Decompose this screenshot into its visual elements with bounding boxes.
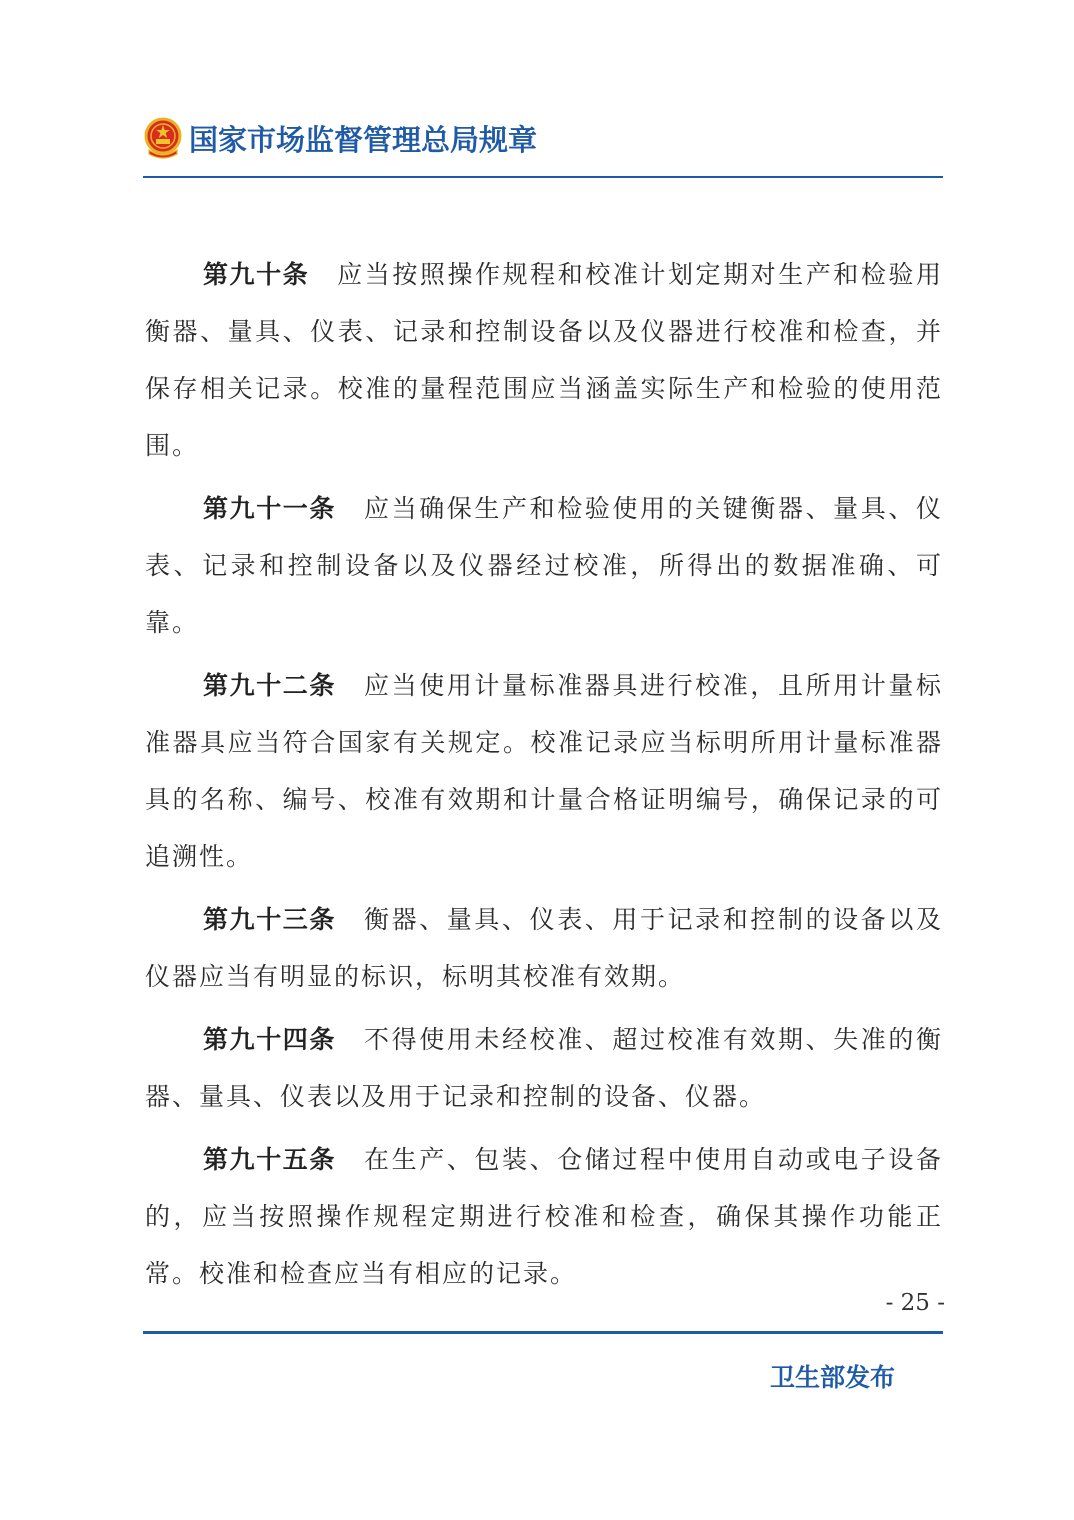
article-number: 第九十三条 [203,905,336,934]
article-91 [145,480,943,651]
article-94 [145,1011,943,1125]
article-number: 第九十五条 [203,1145,336,1174]
article-text: 应当按照操作规程和校准计划定期对生产和检验用衡器、量具、仪表、记录和控制设备以及仪器进行校准和检查，并保存相关记录。校准的量程范围应当涵盖实际生产和检验的使用范围。 [145,260,943,460]
footer-divider [143,1331,943,1334]
article-number: 第九十二条 [203,671,336,700]
page-header [143,112,943,164]
article-90 [145,246,943,474]
article-number: 第九十条 [203,260,310,289]
article-number: 第九十四条 [203,1025,336,1054]
article-92 [145,657,943,885]
article-text: 应当确保生产和检验使用的关键衡器、量具、仪表、记录和控制设备以及仪器经过校准，所得出的数据准确、可靠。 [145,494,943,637]
article-text: 不得使用未经校准、超过校准有效期、失准的衡器、量具、仪表以及用于记录和控制的设备、仪器。 [145,1025,943,1111]
page-number: - 25 - [885,1290,945,1316]
document-body [145,246,943,1308]
article-text: 在生产、包装、仓储过程中使用自动或电子设备的，应当按照操作规程定期进行校准和检查，确保其操作功能正常。校准和检查应当有相应的记录。 [145,1145,943,1288]
publisher-label: 卫生部发布 [770,1363,896,1392]
national-emblem-icon [143,116,183,160]
article-93 [145,891,943,1005]
article-text: 衡器、量具、仪表、用于记录和控制的设备以及仪器应当有明显的标识，标明其校准有效期。 [145,905,943,991]
header-title: 国家市场监督管理总局规章 [189,122,538,157]
header-divider [143,176,943,178]
article-text: 应当使用计量标准器具进行校准，且所用计量标准器具应当符合国家有关规定。校准记录应当标明所用计量标准器具的名称、编号、校准有效期和计量合格证明编号，确保记录的可追溯性。 [145,671,943,871]
article-95 [145,1131,943,1302]
article-number: 第九十一条 [203,494,336,523]
